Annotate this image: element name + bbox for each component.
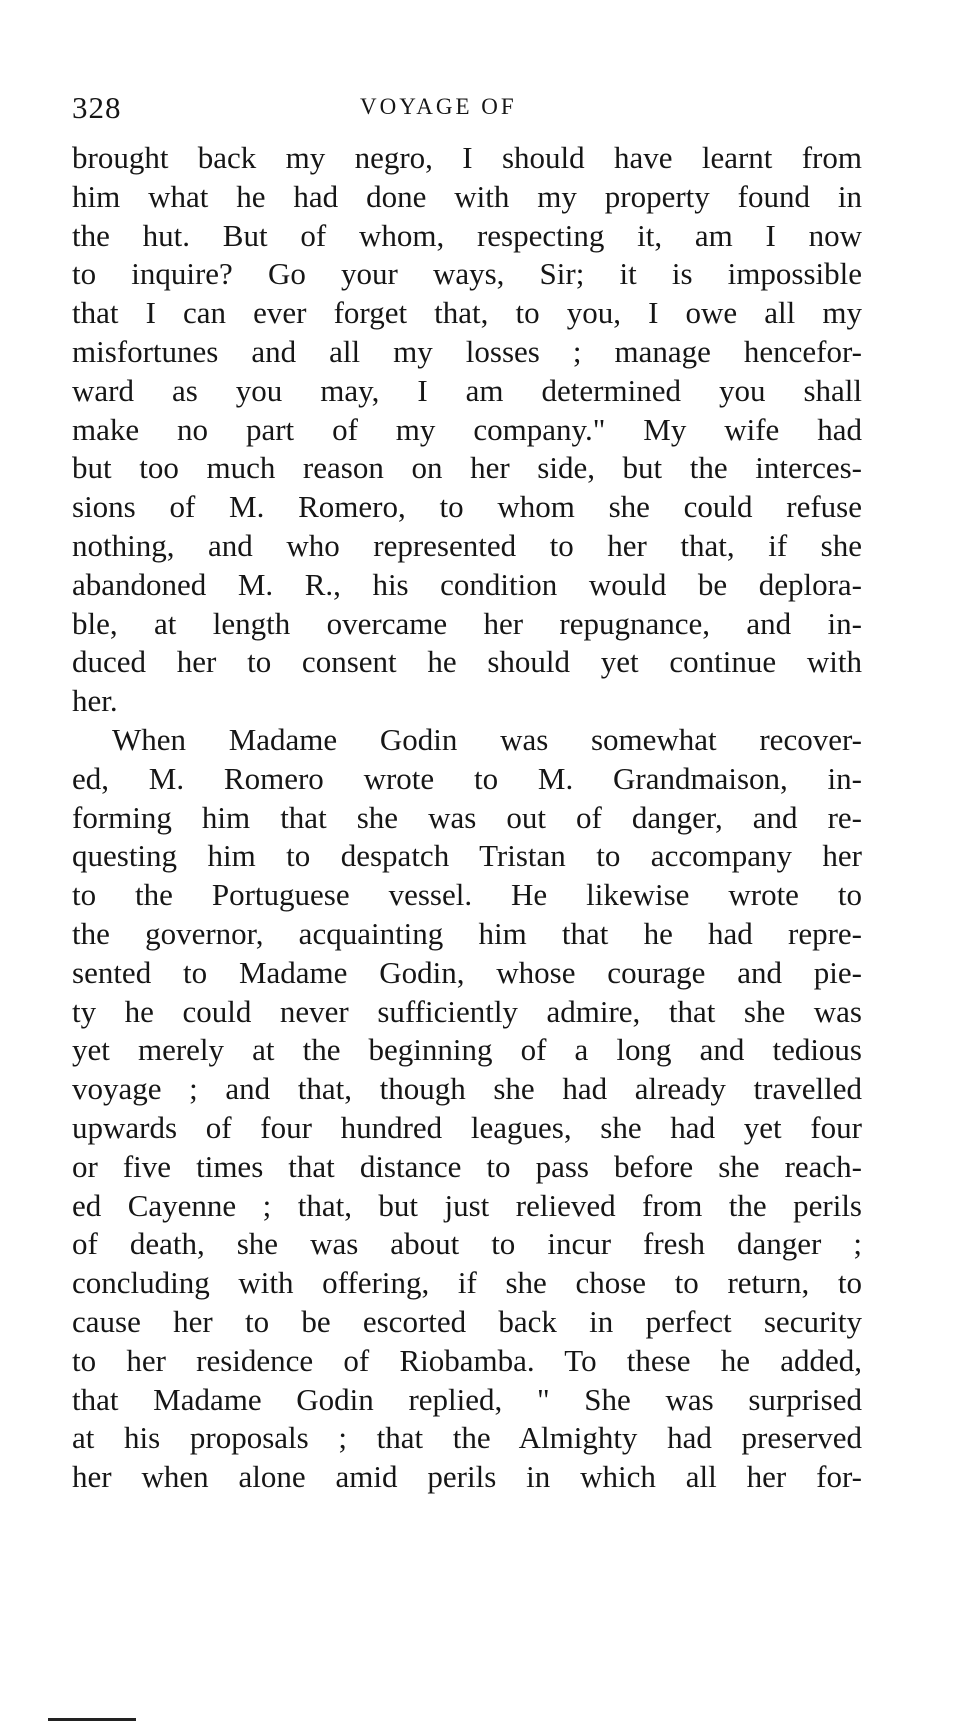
text-line: at his proposals ; that the Almighty had preserved bbox=[72, 1420, 862, 1456]
text-line: her when alone amid perils in which all her for- bbox=[72, 1459, 862, 1495]
body-text bbox=[72, 139, 862, 1497]
text-line: When Madame Godin was somewhat recover- bbox=[112, 721, 862, 757]
text-line: concluding with offering, if she chose to return, to bbox=[72, 1265, 862, 1301]
text-line: brought back my negro, I should have learnt from bbox=[72, 140, 862, 175]
text-line: abandoned M. R., his condition would be deplora- bbox=[72, 566, 862, 602]
text-line: ty he could never sufficiently admire, that she was bbox=[72, 993, 862, 1029]
text-line: of death, she was about to incur fresh danger ; bbox=[72, 1226, 862, 1262]
text-line: her. bbox=[72, 683, 118, 719]
text-line: to the Portuguese vessel. He likewise wrote to bbox=[72, 877, 862, 913]
text-line: that Madame Godin replied, " She was surprised bbox=[72, 1381, 862, 1417]
text-line: sented to Madame Godin, whose courage and pie- bbox=[72, 954, 862, 990]
text-line: yet merely at the beginning of a long and tedious bbox=[72, 1032, 862, 1068]
text-line: cause her to be escorted back in perfect security bbox=[72, 1303, 862, 1339]
text-line: sions of M. Romero, to whom she could refuse bbox=[72, 489, 862, 525]
text-line: upwards of four hundred leagues, she had yet four bbox=[72, 1109, 862, 1145]
text-line: that I can ever forget that, to you, I owe all my bbox=[72, 295, 862, 331]
text-line: forming him that she was out of danger, and re- bbox=[72, 799, 862, 835]
text-line: make no part of my company." My wife had bbox=[72, 411, 862, 447]
text-line: the governor, acquainting him that he had repre- bbox=[72, 915, 862, 951]
text-line: duced her to consent he should yet continue with bbox=[72, 644, 862, 680]
text-line: nothing, and who represented to her that, if she bbox=[72, 527, 862, 563]
page-number: 328 bbox=[72, 90, 122, 125]
paragraph-2 bbox=[72, 721, 862, 1497]
text-line: misfortunes and all my losses ; manage hencefor- bbox=[72, 333, 862, 369]
text-line: the hut. But of whom, respecting it, am I now bbox=[72, 217, 862, 253]
text-line: questing him to despatch Tristan to accompany her bbox=[72, 838, 862, 874]
page-header bbox=[72, 90, 862, 130]
text-line: voyage ; and that, though she had already travelled bbox=[72, 1071, 862, 1107]
text-line: to her residence of Riobamba. To these he added, bbox=[72, 1342, 862, 1378]
footer-rule bbox=[48, 1718, 136, 1721]
running-head: VOYAGE OF bbox=[360, 94, 517, 119]
text-line: him what he had done with my property found in bbox=[72, 178, 862, 214]
text-line: ed, M. Romero wrote to M. Grandmaison, in- bbox=[72, 760, 862, 796]
text-line: to inquire? Go your ways, Sir; it is impossible bbox=[72, 256, 862, 292]
text-line: ward as you may, I am determined you shall bbox=[72, 372, 862, 408]
paragraph-1 bbox=[72, 139, 862, 721]
text-line: but too much reason on her side, but the interces- bbox=[72, 450, 862, 486]
text-line: ble, at length overcame her repugnance, and in- bbox=[72, 605, 862, 641]
text-line: ed Cayenne ; that, but just relieved from the perils bbox=[72, 1187, 862, 1223]
text-line: or five times that distance to pass before she reach- bbox=[72, 1148, 862, 1184]
